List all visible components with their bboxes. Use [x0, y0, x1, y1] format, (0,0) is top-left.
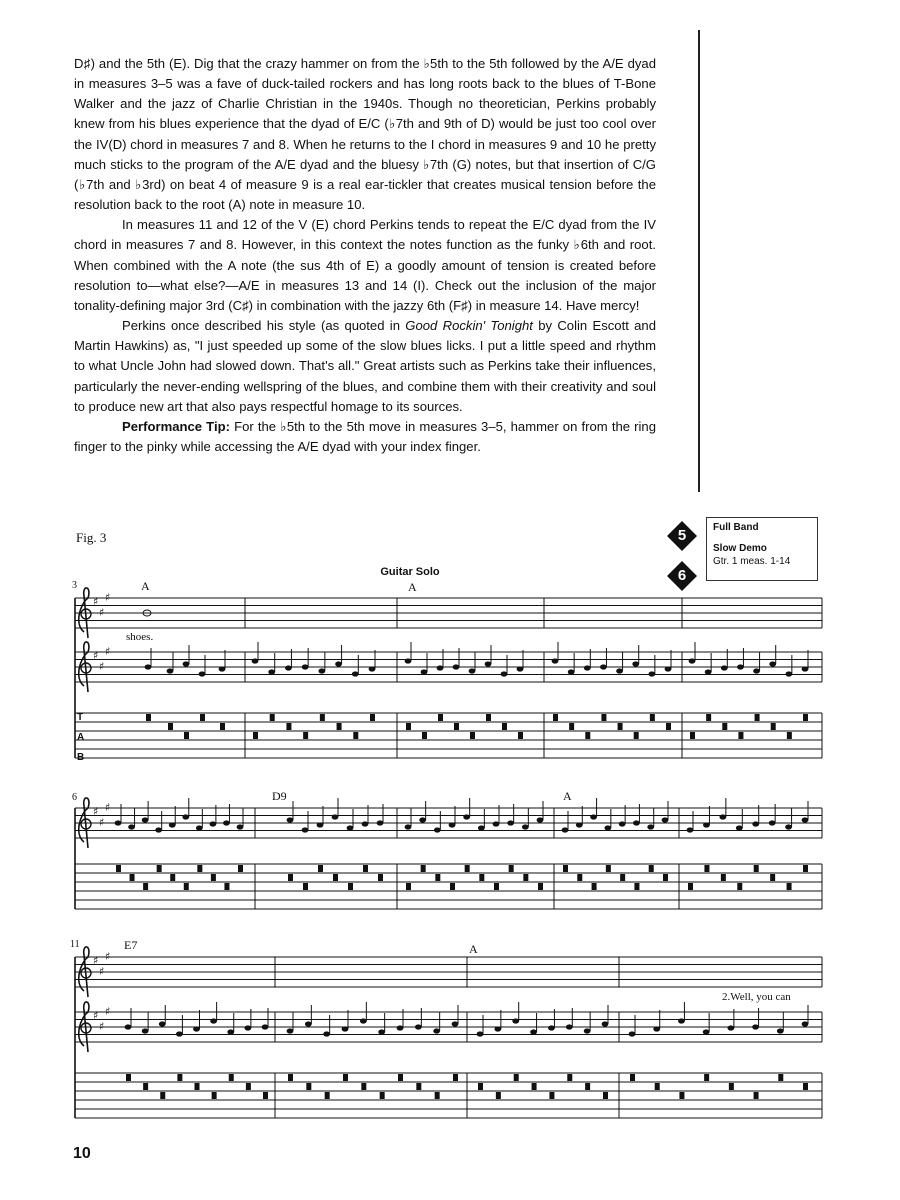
note-head — [223, 820, 230, 825]
note-head — [600, 664, 607, 669]
tab-number — [704, 1074, 709, 1081]
guitar-solo-label: Guitar Solo — [380, 566, 440, 578]
note-head — [209, 821, 216, 826]
tab-number — [523, 874, 528, 881]
note-head — [648, 671, 655, 676]
tab-number — [143, 1083, 148, 1090]
tab-number — [130, 874, 135, 881]
tab-number — [197, 865, 202, 872]
tab-number — [620, 874, 625, 881]
tab-number — [318, 865, 323, 872]
note-head — [449, 822, 456, 827]
tab-number — [771, 723, 776, 730]
note-head — [405, 824, 412, 829]
chord-symbol-a-2: A — [408, 580, 417, 594]
measure-number-6: 6 — [72, 792, 77, 803]
note-head — [142, 1028, 149, 1033]
sharp-icon: ♯ — [93, 649, 99, 662]
book-title: Good Rockin' Tonight — [405, 318, 533, 334]
note-head — [219, 666, 226, 671]
sharp-icon: ♯ — [93, 1009, 99, 1022]
note-head — [318, 668, 325, 673]
sharp-icon: ♯ — [93, 805, 99, 818]
tab-number — [353, 732, 358, 739]
performance-tip-label: Performance Tip: — [122, 418, 230, 434]
note-head — [378, 1029, 385, 1034]
note-head — [501, 671, 508, 676]
tab-number — [320, 714, 325, 721]
tab-number — [343, 1074, 348, 1081]
sharp-icon: ♯ — [99, 816, 105, 829]
note-head — [227, 1029, 234, 1034]
tab-number — [729, 1083, 734, 1090]
chord-symbol-d9: D9 — [272, 789, 287, 803]
note-head — [653, 1026, 660, 1031]
note-head — [415, 1024, 422, 1029]
tab-number — [479, 874, 484, 881]
tab-number — [143, 883, 148, 890]
tab-number — [286, 723, 291, 730]
tab-number — [585, 732, 590, 739]
note-head — [530, 1029, 537, 1034]
note-head — [678, 1018, 685, 1023]
note-head — [584, 665, 591, 670]
note-head — [802, 666, 809, 671]
note-head — [537, 817, 544, 822]
sharp-icon: ♯ — [105, 801, 111, 814]
tab-number — [518, 732, 523, 739]
tab-number — [655, 1083, 660, 1090]
note-head — [332, 814, 339, 819]
tab-number — [465, 865, 470, 872]
tab-letter-b: B — [77, 752, 85, 763]
note-head — [665, 666, 672, 671]
tab-number — [288, 874, 293, 881]
note-head — [347, 825, 354, 830]
note-head — [689, 658, 696, 663]
tab-number — [754, 865, 759, 872]
note-head — [769, 661, 776, 666]
note-head — [210, 1018, 217, 1023]
note-head — [753, 668, 760, 673]
tab-number — [549, 1092, 554, 1099]
sharp-icon: ♯ — [93, 954, 99, 967]
tab-number — [435, 1092, 440, 1099]
tab-letter-t: T — [77, 712, 84, 723]
tab-number — [569, 723, 574, 730]
tab-number — [195, 1083, 200, 1090]
tab-number — [380, 1092, 385, 1099]
paragraph-1-text: D♯) and the 5th (E). Dig that the crazy hammer on from the ♭5th to the 5th followed by the A/E dyad in measures 3–5 was a fave of duck-tailed rockers and has long roots back to the blues of T-Bone Walker and the jazz of Charlie Christian in the 1940s. Though no theoretician, Perkins probably knew from his blues experience that the dyad of E/C (♭7th and 9th of D) would be just too cool over the IV(D) chord in measures 7 and 8. When he returns to the I chord in measures 9 and 10 he pretty much sticks to the program of the A/E dyad and the bluesy ♭7th (G) notes, but that insertion of C/G (♭7th and ♭3rd) on beat 4 of measure 9 is a real ear-tickler that creates musical tension before the resolution back to the root (A) note in measure 10. — [74, 56, 656, 213]
track-detail: Gtr. 1 meas. 1-14 — [713, 556, 791, 567]
performance-tip-text: For the ♭5th to the 5th move in measures 3–5, hammer on from the ring finger to the pinky while accessing the A/E dyad with your index finger. — [74, 418, 656, 454]
tab-number — [116, 865, 121, 872]
tab-number — [211, 874, 216, 881]
tab-number — [679, 1092, 684, 1099]
note-head — [167, 668, 174, 673]
tab-number — [787, 732, 792, 739]
tab-number — [229, 1074, 234, 1081]
note-head — [437, 665, 444, 670]
note-head — [159, 1021, 166, 1026]
note-head — [568, 669, 575, 674]
tab-number — [454, 723, 459, 730]
tab-number — [592, 883, 597, 890]
tab-number — [450, 883, 455, 890]
page-number: 10 — [73, 1145, 91, 1162]
note-head — [285, 665, 292, 670]
note-head — [360, 1018, 367, 1023]
tab-number — [333, 874, 338, 881]
sharp-icon: ♯ — [99, 1020, 105, 1033]
tab-number — [435, 874, 440, 881]
tab-number — [177, 1074, 182, 1081]
sharp-icon: ♯ — [105, 591, 111, 604]
sharp-icon: ♯ — [99, 606, 105, 619]
note-head — [317, 822, 324, 827]
note-head — [562, 827, 569, 832]
lyric-shoes: shoes. — [126, 631, 154, 643]
note-head — [287, 1028, 294, 1033]
note-head — [176, 1031, 183, 1036]
tab-letter-a: A — [77, 732, 85, 743]
sharp-icon: ♯ — [105, 645, 111, 658]
tab-number — [553, 714, 558, 721]
sharp-icon: ♯ — [93, 595, 99, 608]
note-head — [142, 817, 149, 822]
note-head — [548, 1025, 555, 1030]
note-head — [736, 825, 743, 830]
tab-number — [738, 732, 743, 739]
note-head — [493, 821, 500, 826]
tab-number — [754, 1092, 759, 1099]
note-head — [183, 661, 190, 666]
note-head — [721, 665, 728, 670]
tab-number — [649, 865, 654, 872]
tab-number — [706, 714, 711, 721]
paragraph-3-text-b: by Colin Escott and Martin Hawkins) as, "I just speeded up some of the slow blues licks. I put a little speed and rhythm to what Uncle John had slowed down. That's all." Great artists such as Perkins take their influences, particularly the never-ending wellspring of the blues, and combine them with their creativity and soul to produce new art that also pays respectful homage to its sources. — [74, 318, 656, 414]
tab-number — [688, 883, 693, 890]
note-head — [705, 669, 712, 674]
note-head — [369, 666, 376, 671]
note-head — [452, 1021, 459, 1026]
note-head — [477, 1031, 484, 1036]
note-head — [485, 661, 492, 666]
note-head — [199, 671, 206, 676]
tab-number — [704, 865, 709, 872]
note-head — [727, 1025, 734, 1030]
note-head — [335, 661, 342, 666]
note-head — [566, 1024, 573, 1029]
note-head — [323, 1031, 330, 1036]
note-head — [590, 814, 597, 819]
note-head — [302, 664, 309, 669]
tab-number — [416, 1083, 421, 1090]
note-head — [377, 820, 384, 825]
note-head — [342, 1026, 349, 1031]
track-5-number: 5 — [677, 527, 687, 544]
note-head — [252, 658, 259, 663]
tab-number — [567, 1074, 572, 1081]
figure-label: Fig. 3 — [76, 530, 107, 545]
note-head — [584, 1028, 591, 1033]
note-head — [802, 817, 809, 822]
note-head — [494, 1026, 501, 1031]
note-head — [619, 821, 626, 826]
tab-number — [650, 714, 655, 721]
note-head — [244, 1025, 251, 1030]
sharp-icon: ♯ — [105, 1005, 111, 1018]
note-head — [434, 827, 441, 832]
note-head — [305, 1021, 312, 1026]
chord-symbol-a: A — [141, 579, 150, 593]
tab-number — [453, 1074, 458, 1081]
tab-number — [690, 732, 695, 739]
tab-number — [603, 1092, 608, 1099]
note-head — [463, 814, 470, 819]
note-head — [522, 824, 529, 829]
note-head — [196, 825, 203, 830]
tab-number — [438, 714, 443, 721]
tab-number — [220, 723, 225, 730]
tab-number — [421, 865, 426, 872]
note-head — [262, 1024, 269, 1029]
tab-number — [363, 865, 368, 872]
tab-number — [212, 1092, 217, 1099]
tab-number — [253, 732, 258, 739]
tab-number — [303, 732, 308, 739]
tab-number — [422, 732, 427, 739]
note-head — [662, 817, 669, 822]
note-head — [362, 821, 369, 826]
tab-number — [787, 883, 792, 890]
note-head — [352, 671, 359, 676]
tab-number — [398, 1074, 403, 1081]
note-head — [604, 825, 611, 830]
note-head — [769, 820, 776, 825]
tab-number — [406, 883, 411, 890]
note-head — [155, 827, 162, 832]
tab-number — [126, 1074, 131, 1081]
note-head — [512, 1018, 519, 1023]
note-head — [507, 820, 514, 825]
note-head — [302, 827, 309, 832]
note-head — [433, 1028, 440, 1033]
note-head — [287, 817, 294, 822]
tab-number — [306, 1083, 311, 1090]
note-head — [268, 669, 275, 674]
note-head — [752, 1024, 759, 1029]
note-head — [777, 1028, 784, 1033]
note-head — [169, 822, 176, 827]
tab-number — [146, 714, 151, 721]
tab-number — [378, 874, 383, 881]
tab-number — [184, 732, 189, 739]
tab-number — [348, 883, 353, 890]
tab-number — [406, 723, 411, 730]
measure-number-11: 11 — [70, 939, 80, 950]
tab-number — [270, 714, 275, 721]
sharp-icon: ♯ — [99, 965, 105, 978]
tab-number — [288, 1074, 293, 1081]
chord-symbol-a-4: A — [469, 942, 478, 956]
tab-number — [803, 1083, 808, 1090]
tab-number — [755, 714, 760, 721]
tab-number — [303, 883, 308, 890]
tab-number — [634, 732, 639, 739]
note-head — [719, 814, 726, 819]
tab-number — [721, 874, 726, 881]
lyric-well-you-can: 2.Well, you can — [722, 991, 791, 1003]
note-head — [145, 664, 152, 669]
tab-number — [601, 714, 606, 721]
note-head — [703, 1029, 710, 1034]
tab-number — [770, 874, 775, 881]
note-head — [419, 817, 426, 822]
note-head — [405, 658, 412, 663]
tab-number — [663, 874, 668, 881]
sharp-icon: ♯ — [105, 950, 111, 963]
note-head — [115, 820, 122, 825]
tab-number — [634, 883, 639, 890]
note-head — [785, 671, 792, 676]
tab-number — [509, 865, 514, 872]
tab-number — [494, 883, 499, 890]
chord-symbol-a-3: A — [563, 789, 572, 803]
tab-number — [478, 1083, 483, 1090]
note-head — [397, 1025, 404, 1030]
tab-number — [337, 723, 342, 730]
note-head — [125, 1024, 132, 1029]
note-head — [602, 1021, 609, 1026]
tab-number — [563, 865, 568, 872]
note-head — [633, 820, 640, 825]
paragraph-3-text-a: Perkins once described his style (as quoted in — [122, 318, 406, 334]
note-head — [703, 822, 710, 827]
tab-number — [361, 1083, 366, 1090]
tab-number — [157, 865, 162, 872]
tab-number — [803, 865, 808, 872]
note-head — [737, 664, 744, 669]
note-head — [517, 666, 524, 671]
note-head — [193, 1026, 200, 1031]
tab-number — [246, 1083, 251, 1090]
tab-number — [200, 714, 205, 721]
track-full-band: Full Band — [713, 522, 759, 533]
tab-number — [618, 723, 623, 730]
sharp-icon: ♯ — [99, 660, 105, 673]
tab-number — [737, 883, 742, 890]
note-head — [182, 814, 189, 819]
note-head — [469, 668, 476, 673]
tab-number — [514, 1074, 519, 1081]
tab-number — [606, 865, 611, 872]
track-6-number: 6 — [677, 567, 687, 584]
tab-number — [325, 1092, 330, 1099]
note-head — [629, 1031, 636, 1036]
tab-number — [263, 1092, 268, 1099]
measure-number-3: 3 — [72, 580, 77, 591]
chord-symbol-e7: E7 — [124, 938, 138, 952]
tab-number — [470, 732, 475, 739]
note-head — [576, 822, 583, 827]
tab-number — [722, 723, 727, 730]
tab-number — [238, 865, 243, 872]
tab-number — [486, 714, 491, 721]
note-head — [616, 668, 623, 673]
note-head — [237, 824, 244, 829]
tab-number — [803, 714, 808, 721]
tab-number — [168, 723, 173, 730]
tab-number — [224, 883, 229, 890]
note-head — [647, 824, 654, 829]
note-head — [785, 824, 792, 829]
tab-number — [370, 714, 375, 721]
note-head — [478, 825, 485, 830]
tab-number — [577, 874, 582, 881]
track-slow-demo: Slow Demo — [713, 543, 767, 554]
note-head — [687, 827, 694, 832]
tab-number — [538, 883, 543, 890]
tab-number — [502, 723, 507, 730]
paragraph-2-text: In measures 11 and 12 of the V (E) chord Perkins tends to repeat the E/C dyad from the IV chord in measures 7 and 8. However, in this context the notes function as the funky ♭6th and root. When combined with the A note (the sus 4th of E) a goodly amount of tension is created before resolution to—what else?—A/E in measures 13 and 14 (I). Check out the inclusion of the major tonality-defining major 3rd (C♯) in combination with the jazzy 6th (F♯) in measure 14. Have mercy! — [74, 217, 656, 313]
tab-number — [170, 874, 175, 881]
note-head — [128, 824, 135, 829]
note-head — [453, 664, 460, 669]
note-head — [632, 661, 639, 666]
note-head — [552, 658, 559, 663]
tab-number — [585, 1083, 590, 1090]
note-head — [421, 669, 428, 674]
tab-number — [666, 723, 671, 730]
tab-number — [778, 1074, 783, 1081]
note-head — [802, 1021, 809, 1026]
tab-number — [532, 1083, 537, 1090]
tab-number — [160, 1092, 165, 1099]
note-head — [752, 821, 759, 826]
tab-number — [184, 883, 189, 890]
tab-number — [496, 1092, 501, 1099]
tab-number — [630, 1074, 635, 1081]
